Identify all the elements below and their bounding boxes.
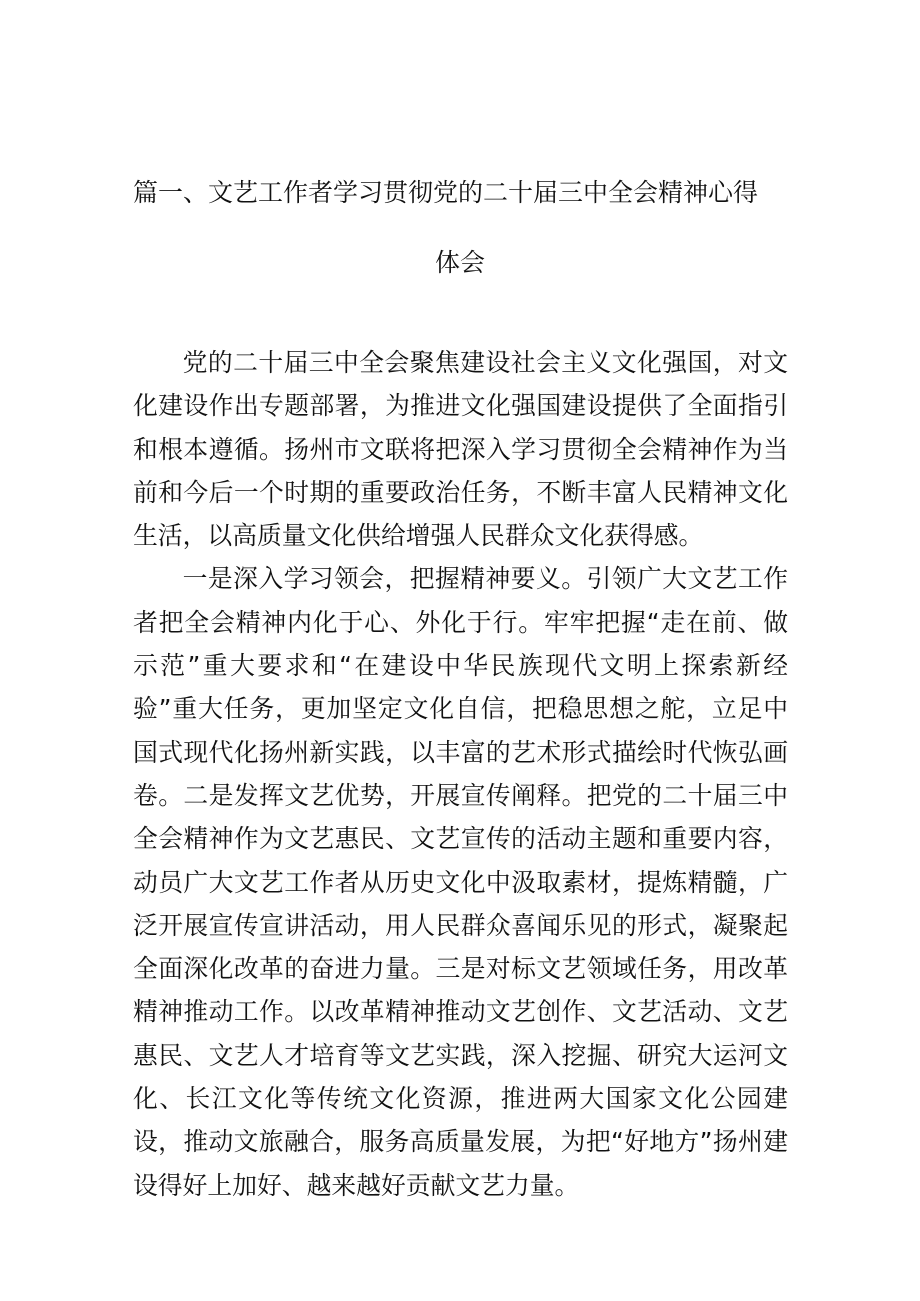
document-body — [133, 341, 788, 1207]
document-title-line-1: 篇一、文艺工作者学习贯彻党的二十届三中全会精神心得 — [133, 178, 759, 207]
body-paragraph-1: 党的二十届三中全会聚焦建设社会主义文化强国，对文化建设作出专题部署，为推进文化强国建设提供了全面指引和根本遵循。扬州市文联将把深入学习贯彻全会精神作为当前和今后一个时期的重要政治任务，不断丰富人民精神文化生活，以高质量文化供给增强人民群众文化获得感。 — [133, 348, 788, 551]
document-title-line-2: 体会 — [434, 248, 485, 277]
body-paragraph-2: 一是深入学习领会，把握精神要义。引领广大文艺工作者把全会精神内化于心、外化于行。牢牢把握“走在前、做示范”重大要求和“在建设中华民族现代文明上探索新经验”重大任务，更加坚定文化自信，把稳思想之舵，立足中国式现代化扬州新实践，以丰富的艺术形式描绘时代恢弘画卷。二是发挥文艺优势，开展宣传阐释。把党的二十届三中全会精神作为文艺惠民、文艺宣传的活动主题和重要内容，动员广大文艺工作者从历史文化中汲取素材，提炼精髓，广泛开展宣传宣讲活动，用人民群众喜闻乐见的形式，凝聚起全面深化改革的奋进力量。三是对标文艺领域任务，用改革精神推动工作。以改革精神推动文艺创作、文艺活动、文艺惠民、文艺人才培育等文艺实践，深入挖掘、研究大运河文化、长江文化等传统文化资源，推进两大国家文化公园建设，推动文旅融合，服务高质量发展，为把“好地方”扬州建设得好上加好、越来越好贡献文艺力量。 — [133, 564, 788, 1200]
